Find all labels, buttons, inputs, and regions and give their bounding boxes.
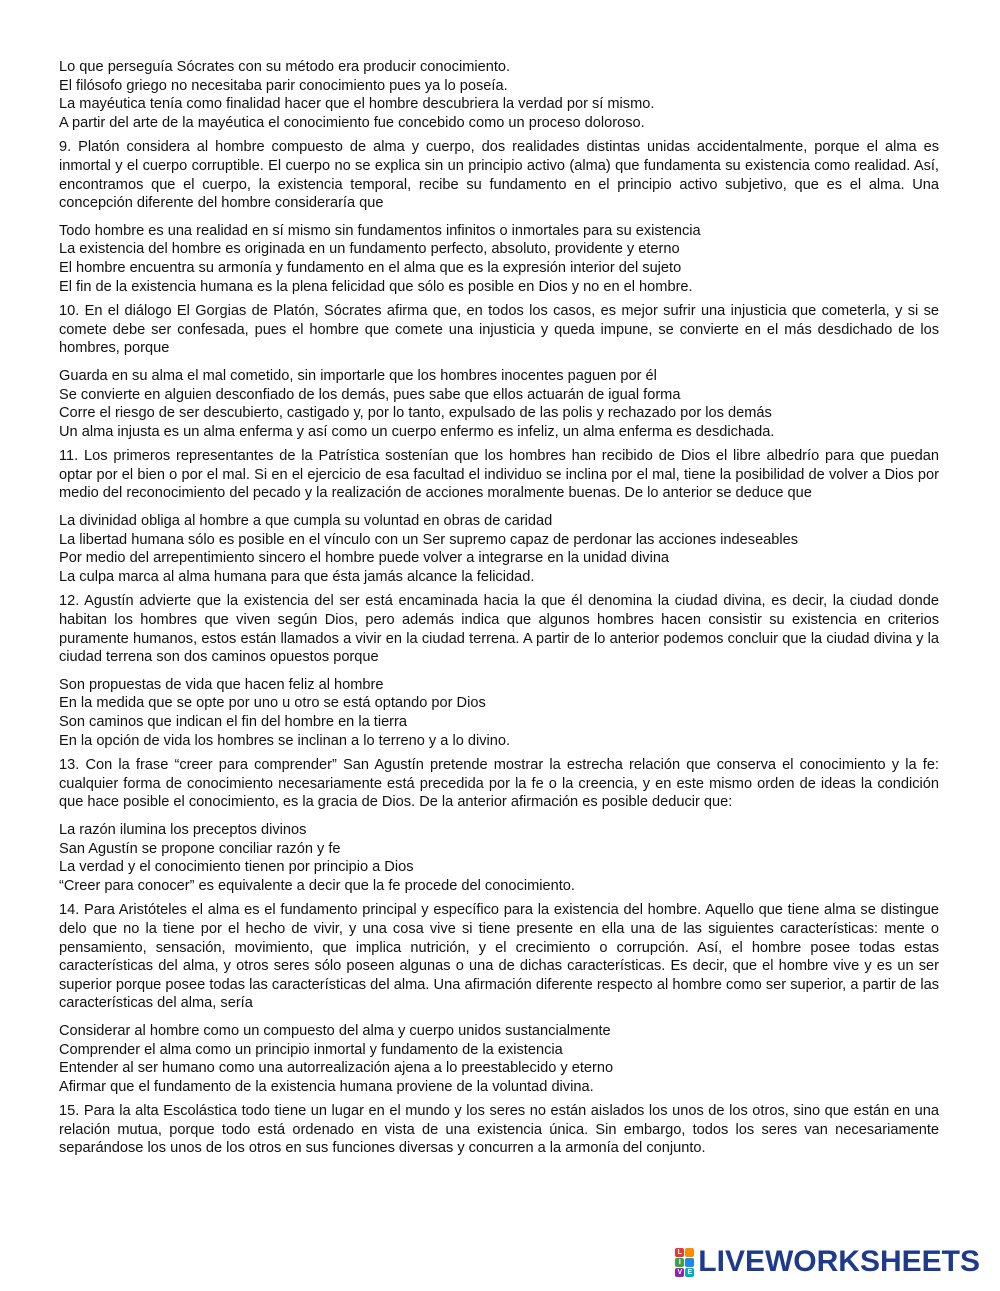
logo-block — [685, 1258, 694, 1267]
answer-options — [59, 367, 939, 441]
logo-block: I — [675, 1258, 684, 1267]
question-12: 12. Agustín advierte que la existencia del ser está encaminada hacia la que él denomina la ciudad divina, es decir, la ciudad donde habitan los hombres que viven según Dios, pero además indica que algunos hombres hacen consistir su existencia en criterios puramente humanos, estos están llamados a vivir en la ciudad terrena. A partir de lo anterior podemos concluir que la ciudad divina y la ciudad terrena son dos caminos opuestos porque — [59, 593, 939, 666]
answer-option[interactable]: La razón ilumina los preceptos divinos — [59, 821, 307, 838]
answer-option[interactable]: Lo que perseguía Sócrates con su método era producir conocimiento. — [59, 59, 511, 75]
question-10: 10. En el diálogo El Gorgias de Platón, Sócrates afirma que, en todos los casos, es mejor sufrir una injusticia que cometerla, y si se comete debe ser confesada, pues el hombre que comete una injusticia y queda impune, se convierte en el más desdichado de los hombres, porque — [59, 303, 939, 357]
answer-option[interactable]: “Creer para conocer” es equivalente a decir que la fe procede del conocimiento. — [59, 877, 575, 894]
answer-options — [59, 676, 939, 750]
answer-option[interactable]: La divinidad obliga al hombre a que cumpla su voluntad en obras de caridad — [59, 513, 553, 530]
answer-option[interactable]: Se convierte en alguien desconfiado de los demás, pues sabe que ellos actuarán de igual forma — [59, 386, 681, 403]
logo-block: L — [675, 1248, 684, 1257]
logo-block: V — [675, 1268, 684, 1277]
answer-options — [59, 1022, 939, 1096]
question-15: 15. Para la alta Escolástica todo tiene un lugar en el mundo y los seres no están aislados los unos de los otros, sino que están en una relación mutua, porque todo está ordenado en vista de una existencia única. Sin embargo, todos los seres van necesariamente separándose los unos de los otros en sus funciones diversas y concurren a la armonía del conjunto. — [59, 1103, 939, 1157]
answer-option[interactable]: La existencia del hombre es originada en un fundamento perfecto, absoluto, providente y eterno — [59, 241, 680, 258]
answer-option[interactable]: En la medida que se opte por uno u otro se está optando por Dios — [59, 695, 486, 712]
answer-options — [59, 222, 939, 296]
question-14: 14. Para Aristóteles el alma es el fundamento principal y específico para la existencia del hombre. Aquello que tiene alma se distingue delo que no la tiene por el hecho de vivir, y una cosa vive si tiene presente en ella una de las siguientes características: mente o pensamiento, sensación, movimiento, que implica nutrición, y el crecimiento o corrupción. Así, el hombre posee todas estas características del alma, y otros seres sólo poseen algunas o una de dichas características. Es decir, que el hombre vive y es un ser superior porque posee todas las características del alma. Una afirmación diferente respecto al hombre como ser superior, a partir de las características del alma, sería — [59, 902, 939, 1012]
answer-options — [59, 821, 939, 895]
answer-option[interactable]: El filósofo griego no necesitaba parir conocimiento pues ya lo poseía. — [59, 77, 508, 94]
answer-option[interactable]: San Agustín se propone conciliar razón y fe — [59, 840, 341, 857]
question-11: 11. Los primeros representantes de la Patrística sostenían que los hombres han recibido de Dios el libre albedrío para que puedan optar por el bien o por el mal. Si en el ejercicio de esa facultad el individuo se inclina por el mal, tiene la posibilidad de volver a Dios por medio del reconocimiento del pecado y la realización de acciones moralmente buenas. De lo anterior se deduce que — [59, 448, 939, 502]
answer-option[interactable]: Todo hombre es una realidad en sí mismo sin fundamentos infinitos o inmortales para su existencia — [59, 222, 701, 239]
logo-wordmark: LIVEWORKSHEETS — [698, 1245, 980, 1278]
answer-option[interactable]: El hombre encuentra su armonía y fundamento en el alma que es la expresión interior del sujeto — [59, 259, 682, 276]
answer-option[interactable]: Entender al ser humano como una autorrealización ajena a lo preestablecido y eterno — [59, 1060, 614, 1077]
answer-option[interactable]: El fin de la existencia humana es la plena felicidad que sólo es posible en Dios y no en el hombre. — [59, 278, 693, 295]
answer-option[interactable]: Son caminos que indican el fin del hombre en la tierra — [59, 714, 408, 730]
liveworksheets-logo[interactable] — [675, 1245, 980, 1279]
answer-option[interactable]: Guarda en su alma el mal cometido, sin importarle que los hombres inocentes paguen por él — [59, 367, 657, 384]
logo-mark-icon — [675, 1248, 694, 1277]
answer-option[interactable]: Corre el riesgo de ser descubierto, castigado y, por lo tanto, expulsado de las polis y rechazado por los demás — [59, 405, 772, 422]
worksheet-content — [59, 58, 939, 1167]
answer-option[interactable]: En la opción de vida los hombres se inclinan a lo terreno y a lo divino. — [59, 732, 511, 749]
answer-option[interactable]: La culpa marca al alma humana para que ésta jamás alcance la felicidad. — [59, 568, 535, 585]
answer-option[interactable]: Considerar al hombre como un compuesto del alma y cuerpo unidos sustancialmente — [59, 1022, 611, 1039]
answer-option[interactable]: La libertad humana sólo es posible en el vínculo con un Ser supremo capaz de perdonar las acciones indeseables — [59, 531, 799, 548]
answer-option[interactable]: Por medio del arrepentimiento sincero el hombre puede volver a integrarse en la unidad divina — [59, 550, 670, 567]
question-13: 13. Con la frase “creer para comprender” San Agustín pretende mostrar la estrecha relación que conserva el conocimiento y la fe: cualquier forma de conocimiento necesariamente está precedida por la fe o la creencia, y en este mismo orden de ideas la condición que hace posible el conocimiento, es la gracia de Dios. De la anterior afirmación es posible deducir que: — [59, 757, 939, 811]
answer-option[interactable]: Un alma injusta es un alma enferma y así como un cuerpo enfermo es infeliz, un alma enferma es desdichada. — [59, 423, 775, 440]
question-9: 9. Platón considera al hombre compuesto de alma y cuerpo, dos realidades distintas unidas accidentalmente, porque el alma es inmortal y el cuerpo corruptible. El cuerpo no se explica sin un principio activo (alma) que fundamenta su existencia como realidad. Así, encontramos que el cuerpo, la existencia temporal, recibe su fundamento en el principio activo subjetivo, que es el alma. Una concepción diferente del hombre consideraría que — [59, 139, 939, 212]
answer-options — [59, 512, 939, 586]
answer-option[interactable]: La verdad y el conocimiento tienen por principio a Dios — [59, 859, 414, 876]
answer-option[interactable]: Comprender el alma como un principio inmortal y fundamento de la existencia — [59, 1041, 563, 1058]
logo-block: E — [685, 1268, 694, 1277]
answer-options — [59, 58, 939, 132]
logo-block — [685, 1248, 694, 1257]
answer-option[interactable]: La mayéutica tenía como finalidad hacer que el hombre descubriera la verdad por sí mismo. — [59, 96, 655, 113]
answer-option[interactable]: Son propuestas de vida que hacen feliz al hombre — [59, 676, 384, 693]
answer-option[interactable]: Afirmar que el fundamento de la existencia humana proviene de la voluntad divina. — [59, 1078, 594, 1095]
answer-option[interactable]: A partir del arte de la mayéutica el conocimiento fue concebido como un proceso doloroso. — [59, 114, 645, 131]
